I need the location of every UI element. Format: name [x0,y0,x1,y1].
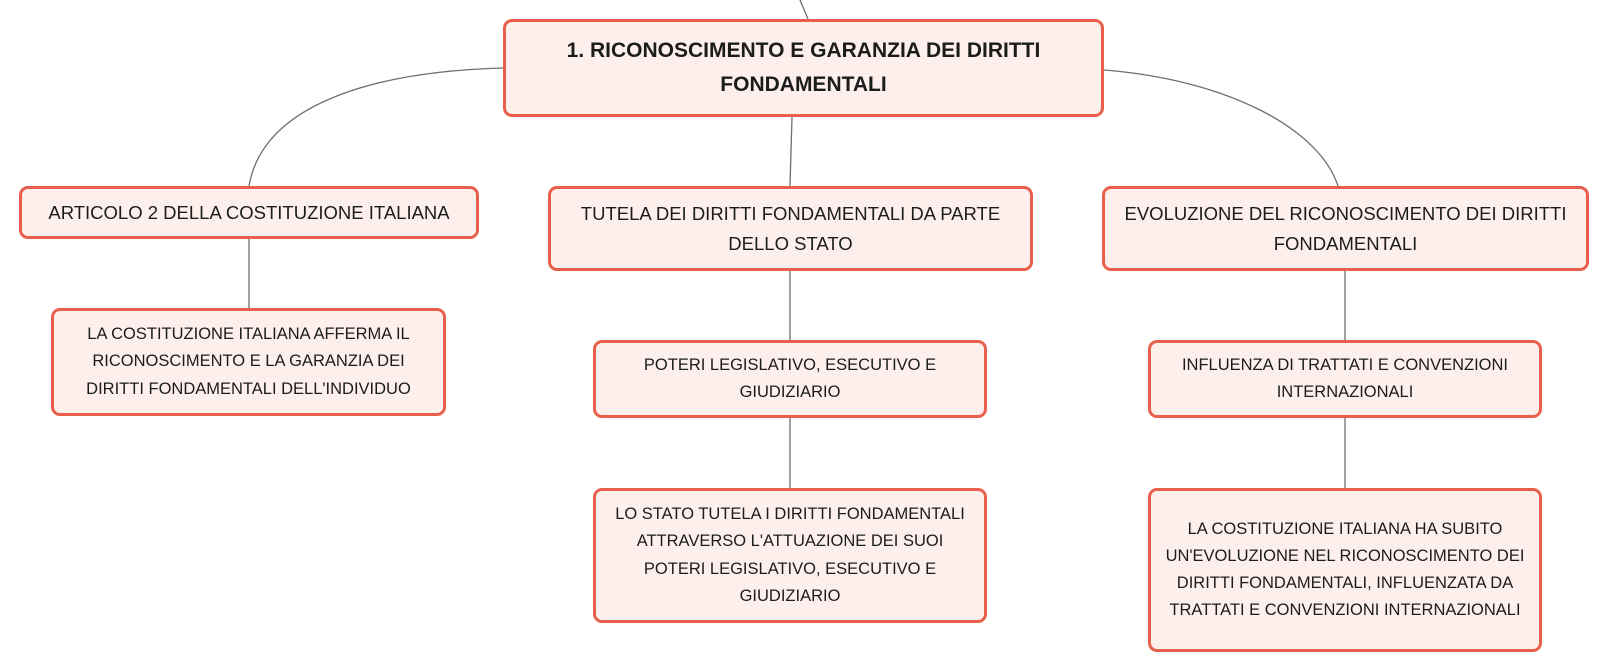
node-tutela-diritti[interactable]: TUTELA DEI DIRITTI FONDAMENTALI DA PARTE DELLO STATO [548,186,1033,271]
node-costituzione-afferma[interactable]: LA COSTITUZIONE ITALIANA AFFERMA IL RICONOSCIMENTO E LA GARANZIA DEI DIRITTI FONDAMENTALI DELL'INDIVIDUO [51,308,446,416]
node-articolo-2[interactable]: ARTICOLO 2 DELLA COSTITUZIONE ITALIANA [19,186,479,239]
connector-root-art2 [249,68,503,186]
connector-root-offscreen [800,0,808,19]
node-root[interactable]: 1. RICONOSCIMENTO E GARANZIA DEI DIRITTI FONDAMENTALI [503,19,1104,117]
node-influenza-trattati[interactable]: INFLUENZA DI TRATTATI E CONVENZIONI INTERNAZIONALI [1148,340,1542,418]
node-poteri[interactable]: POTERI LEGISLATIVO, ESECUTIVO E GIUDIZIARIO [593,340,987,418]
node-stato-tutela[interactable]: LO STATO TUTELA I DIRITTI FONDAMENTALI ATTRAVERSO L'ATTUAZIONE DEI SUOI POTERI LEGISLATIVO, ESECUTIVO E GIUDIZIARIO [593,488,987,623]
node-evoluzione-riconoscimento[interactable]: EVOLUZIONE DEL RICONOSCIMENTO DEI DIRITTI FONDAMENTALI [1102,186,1589,271]
connector-root-evoluzione [1104,70,1338,186]
connector-root-tutela [790,117,792,186]
node-costituzione-evoluzione[interactable]: LA COSTITUZIONE ITALIANA HA SUBITO UN'EVOLUZIONE NEL RICONOSCIMENTO DEI DIRITTI FONDAMENTALI, INFLUENZATA DA TRATTATI E CONVENZIONI INTERNAZIONALI [1148,488,1542,652]
